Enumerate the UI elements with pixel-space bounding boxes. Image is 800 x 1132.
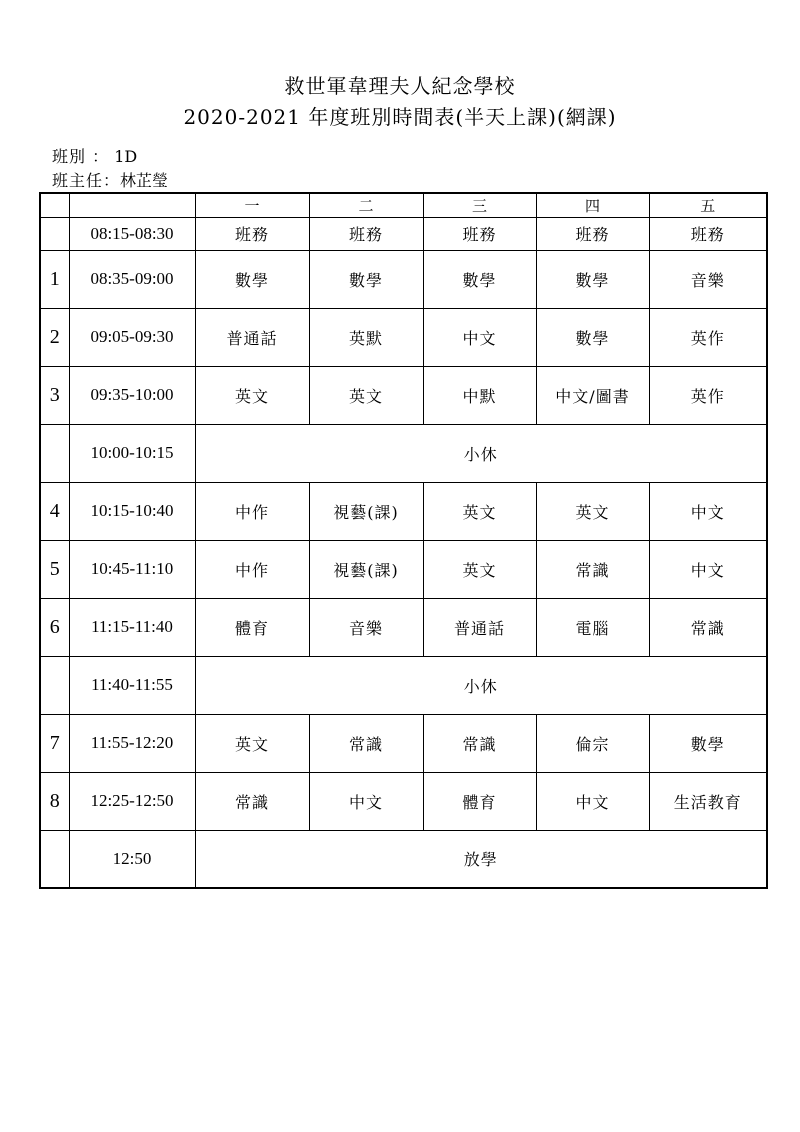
header-time-cell: [69, 193, 195, 217]
day-header: 五: [649, 193, 767, 217]
subject-cell: 中文/圖書: [536, 366, 649, 424]
subject-cell: 生活教育: [649, 772, 767, 830]
lesson-row: [40, 598, 767, 656]
day-header: 四: [536, 193, 649, 217]
time-slot: 08:15-08:30: [69, 217, 195, 250]
time-slot: 09:05-09:30: [69, 308, 195, 366]
subject-cell: 班務: [536, 217, 649, 250]
period-number: 5: [40, 540, 69, 598]
time-slot: 11:40-11:55: [69, 656, 195, 714]
day-header: 二: [309, 193, 423, 217]
subject-cell: 班務: [649, 217, 767, 250]
lesson-row: [40, 366, 767, 424]
time-slot: 08:35-09:00: [69, 250, 195, 308]
break-row: [40, 656, 767, 714]
period-number: 7: [40, 714, 69, 772]
class-info: [52, 144, 137, 167]
period-number: 1: [40, 250, 69, 308]
subject-cell: 體育: [423, 772, 536, 830]
lesson-row: [40, 540, 767, 598]
lesson-row: [40, 714, 767, 772]
class-teacher-info: [52, 168, 168, 191]
subject-cell: 普通話: [423, 598, 536, 656]
subject-cell: 音樂: [649, 250, 767, 308]
time-slot: 11:15-11:40: [69, 598, 195, 656]
subject-cell: 英文: [195, 366, 309, 424]
period-number: 6: [40, 598, 69, 656]
subject-cell: 常識: [309, 714, 423, 772]
subject-cell: 英作: [649, 308, 767, 366]
class-teacher-label: 班主任：: [52, 171, 121, 190]
subject-cell: 數學: [536, 308, 649, 366]
subject-cell: 英作: [649, 366, 767, 424]
timetable-title: 2020-2021 年度班別時間表(半天上課)(網課): [183, 105, 617, 129]
subject-cell: 數學: [195, 250, 309, 308]
class-teacher-value: 林芷瑩: [120, 171, 169, 190]
subject-cell: 班務: [195, 217, 309, 250]
subject-cell: 數學: [423, 250, 536, 308]
time-slot: 11:55-12:20: [69, 714, 195, 772]
time-slot: 10:00-10:15: [69, 424, 195, 482]
subject-cell: 常識: [649, 598, 767, 656]
subject-cell: 英文: [536, 482, 649, 540]
period-number: [40, 830, 69, 888]
header-row: [40, 193, 767, 217]
subject-cell: 音樂: [309, 598, 423, 656]
period-number: 8: [40, 772, 69, 830]
lesson-row: [40, 250, 767, 308]
subject-cell: 倫宗: [536, 714, 649, 772]
subject-cell: 數學: [649, 714, 767, 772]
subject-cell: 英文: [309, 366, 423, 424]
subject-cell: 英默: [309, 308, 423, 366]
subject-cell: 數學: [536, 250, 649, 308]
subject-cell: 英文: [423, 540, 536, 598]
subject-cell: 英文: [423, 482, 536, 540]
break-label: 小休: [195, 424, 767, 482]
break-label: 放學: [195, 830, 767, 888]
class-value: 1D: [114, 147, 138, 166]
period-number: [40, 656, 69, 714]
time-slot: 12:25-12:50: [69, 772, 195, 830]
subject-cell: 中文: [423, 308, 536, 366]
day-header: 一: [195, 193, 309, 217]
period-number: [40, 217, 69, 250]
school-name: 救世軍韋理夫人紀念學校: [284, 74, 516, 98]
period-number: 3: [40, 366, 69, 424]
time-slot: 10:45-11:10: [69, 540, 195, 598]
subject-cell: 視藝(課): [309, 540, 423, 598]
subject-cell: 常識: [536, 540, 649, 598]
period-number: 2: [40, 308, 69, 366]
break-row: [40, 830, 767, 888]
subject-cell: 中文: [309, 772, 423, 830]
lesson-row: [40, 772, 767, 830]
break-label: 小休: [195, 656, 767, 714]
timetable: [39, 192, 768, 889]
time-slot: 09:35-10:00: [69, 366, 195, 424]
subject-cell: 數學: [309, 250, 423, 308]
class-label: 班別 ：: [52, 147, 110, 166]
subject-cell: 中文: [536, 772, 649, 830]
subject-cell: 中作: [195, 540, 309, 598]
lesson-row: [40, 482, 767, 540]
time-slot: 12:50: [69, 830, 195, 888]
subject-cell: 中默: [423, 366, 536, 424]
subject-cell: 英文: [195, 714, 309, 772]
subject-cell: 普通話: [195, 308, 309, 366]
subject-cell: 中文: [649, 540, 767, 598]
lesson-row: [40, 308, 767, 366]
header-period-cell: [40, 193, 69, 217]
subject-cell: 中作: [195, 482, 309, 540]
admin-row: [40, 217, 767, 250]
time-slot: 10:15-10:40: [69, 482, 195, 540]
period-number: [40, 424, 69, 482]
subject-cell: 班務: [309, 217, 423, 250]
subject-cell: 視藝(課): [309, 482, 423, 540]
subject-cell: 電腦: [536, 598, 649, 656]
break-row: [40, 424, 767, 482]
subject-cell: 班務: [423, 217, 536, 250]
day-header: 三: [423, 193, 536, 217]
subject-cell: 常識: [195, 772, 309, 830]
period-number: 4: [40, 482, 69, 540]
subject-cell: 中文: [649, 482, 767, 540]
subject-cell: 常識: [423, 714, 536, 772]
subject-cell: 體育: [195, 598, 309, 656]
